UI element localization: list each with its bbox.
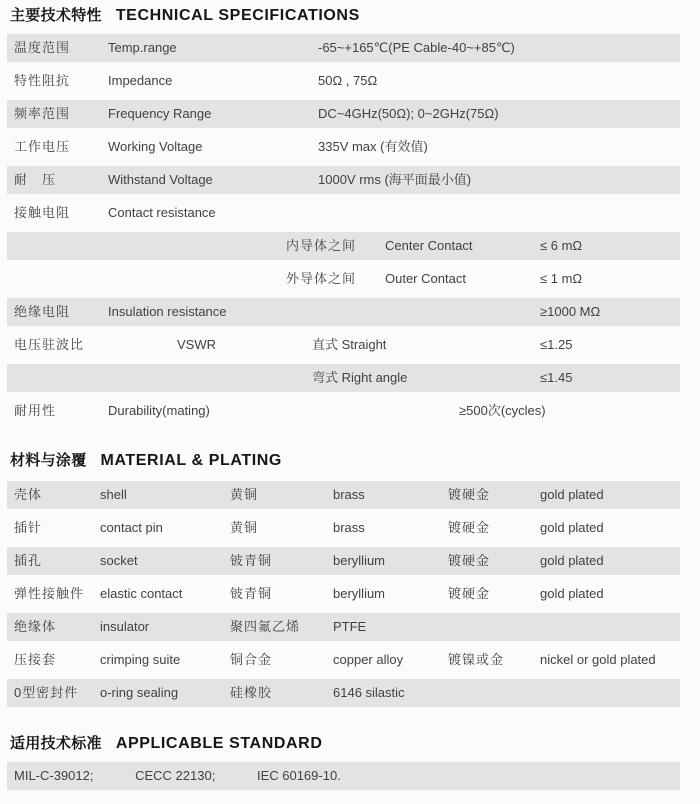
material-zh: 铍青铜: [230, 553, 273, 568]
standard-title-en: APPLICABLE STANDARD: [115, 735, 323, 752]
spec-label-zh: 绝缘电阻: [14, 304, 71, 319]
spec-row-vswr-straight: [7, 331, 680, 359]
part-name-zh: 插孔: [14, 553, 43, 568]
standard-item: IEC 60169-10.: [256, 768, 341, 783]
plating-zh: 镀硬金: [448, 520, 491, 535]
spec-row-contact-resistance: [7, 199, 680, 227]
spec-row-insulation-resistance: [7, 298, 680, 326]
part-name-en: o-ring sealing: [100, 685, 179, 700]
material-row-o-ring: [7, 679, 680, 707]
material-en: beryllium: [333, 586, 386, 601]
spec-variant: 直式 Straight: [312, 337, 387, 352]
spec-sublabel-en: Outer Contact: [385, 271, 466, 286]
material-en: PTFE: [333, 619, 367, 634]
tech-specs-title-zh: 主要技术特性: [10, 7, 102, 24]
spec-row-working-voltage: [7, 133, 680, 161]
part-name-zh: 0型密封件: [14, 685, 79, 700]
plating-zh: 镀硬金: [448, 553, 491, 568]
spec-limit: ≤1.25: [540, 337, 573, 352]
plating-zh: 镀镍或金: [448, 652, 505, 667]
material-en: copper alloy: [333, 652, 404, 667]
spec-value: 1000V rms (海平面最小值): [318, 172, 472, 187]
spec-row-impedance: [7, 67, 680, 95]
spec-label-zh: 温度范围: [14, 40, 71, 55]
spec-label-zh: 工作电压: [14, 139, 71, 154]
material-row-contact-pin: [7, 514, 680, 542]
material-zh: 聚四氟乙烯: [230, 619, 301, 634]
material-table: [7, 481, 680, 712]
plating-zh: 镀硬金: [448, 586, 491, 601]
material-row-socket: [7, 547, 680, 575]
spec-value: 335V max (有效值): [318, 139, 428, 154]
spec-label-zh: 特性阻抗: [14, 73, 71, 88]
spec-value: 50Ω , 75Ω: [318, 73, 378, 88]
spec-row-vswr-right-angle: [7, 364, 680, 392]
spec-row-temp-range: [7, 34, 680, 62]
spec-limit: ≤1.45: [540, 370, 573, 385]
part-name-zh: 弹性接触件: [14, 586, 85, 601]
spec-sublabel-zh: 内导体之间: [286, 238, 357, 253]
material-zh: 硅橡胶: [230, 685, 273, 700]
spec-label-zh: 耐用性: [14, 403, 57, 418]
spec-value: DC~4GHz(50Ω); 0~2GHz(75Ω): [318, 106, 499, 121]
spec-value: -65~+165℃(PE Cable-40~+85℃): [318, 40, 515, 55]
material-title-zh: 材料与涂覆: [10, 452, 87, 469]
spec-variant: 弯式 Right angle: [312, 370, 408, 385]
spec-label-en: Frequency Range: [108, 106, 212, 121]
spec-label-zh: 耐 压: [14, 172, 57, 187]
tech-specs-title-en: TECHNICAL SPECIFICATIONS: [115, 7, 360, 24]
part-name-en: elastic contact: [100, 586, 183, 601]
spec-label-zh: 电压驻波比: [14, 337, 85, 352]
part-name-en: shell: [100, 487, 127, 502]
part-name-zh: 插针: [14, 520, 43, 535]
standard-section-title: [10, 732, 322, 753]
plating-en: nickel or gold plated: [540, 652, 656, 667]
spec-row-outer-contact: [7, 265, 680, 293]
material-zh: 黄铜: [230, 520, 259, 535]
plating-en: gold plated: [540, 520, 604, 535]
spec-row-withstand-voltage: [7, 166, 680, 194]
part-name-en: socket: [100, 553, 138, 568]
spec-row-center-contact: [7, 232, 680, 260]
part-name-en: insulator: [100, 619, 150, 634]
spec-label-en: Durability(mating): [108, 403, 210, 418]
spec-sublabel-zh: 外导体之间: [286, 271, 357, 286]
standard-title-zh: 适用技术标准: [10, 735, 102, 752]
spec-label-en: VSWR: [177, 337, 216, 352]
spec-label-en: Withstand Voltage: [108, 172, 213, 187]
spec-label-en: Impedance: [108, 73, 173, 88]
spec-label-en: Working Voltage: [108, 139, 203, 154]
material-row-insulator: [7, 613, 680, 641]
material-zh: 铍青铜: [230, 586, 273, 601]
plating-zh: 镀硬金: [448, 487, 491, 502]
plating-en: gold plated: [540, 487, 604, 502]
material-zh: 黄铜: [230, 487, 259, 502]
plating-en: gold plated: [540, 586, 604, 601]
spec-label-zh: 频率范围: [14, 106, 71, 121]
spec-row-durability: [7, 397, 680, 425]
spec-label-zh: 接触电阻: [14, 205, 71, 220]
part-name-en: contact pin: [100, 520, 163, 535]
material-row-crimping-suite: [7, 646, 680, 674]
standard-table: [7, 762, 680, 795]
part-name-zh: 绝缘体: [14, 619, 57, 634]
material-en: brass: [333, 487, 365, 502]
material-en: brass: [333, 520, 365, 535]
tech-specs-section-title: [10, 4, 360, 25]
tech-specs-table: [7, 34, 680, 430]
spec-value: ≥500次(cycles): [459, 403, 546, 418]
plating-en: gold plated: [540, 553, 604, 568]
spec-limit: ≤ 1 mΩ: [540, 271, 583, 286]
material-title-en: MATERIAL & PLATING: [100, 452, 282, 469]
part-name-zh: 壳体: [14, 487, 43, 502]
spec-limit: ≤ 6 mΩ: [540, 238, 583, 253]
part-name-zh: 压接套: [14, 652, 57, 667]
standard-item: CECC 22130;: [135, 768, 216, 783]
material-row-elastic-contact: [7, 580, 680, 608]
standard-item: MIL-C-39012;: [14, 768, 94, 783]
spec-label-en: Insulation resistance: [108, 304, 227, 319]
spec-label-en: Temp.range: [108, 40, 177, 55]
material-en: 6146 silastic: [333, 685, 405, 700]
spec-limit: ≥1000 MΩ: [540, 304, 601, 319]
spec-sublabel-en: Center Contact: [385, 238, 473, 253]
part-name-en: crimping suite: [100, 652, 181, 667]
material-zh: 铜合金: [230, 652, 273, 667]
material-section-title: [10, 449, 282, 470]
standard-row: [7, 762, 680, 790]
spec-label-en: Contact resistance: [108, 205, 216, 220]
spec-row-frequency-range: [7, 100, 680, 128]
material-row-shell: [7, 481, 680, 509]
material-en: beryllium: [333, 553, 386, 568]
